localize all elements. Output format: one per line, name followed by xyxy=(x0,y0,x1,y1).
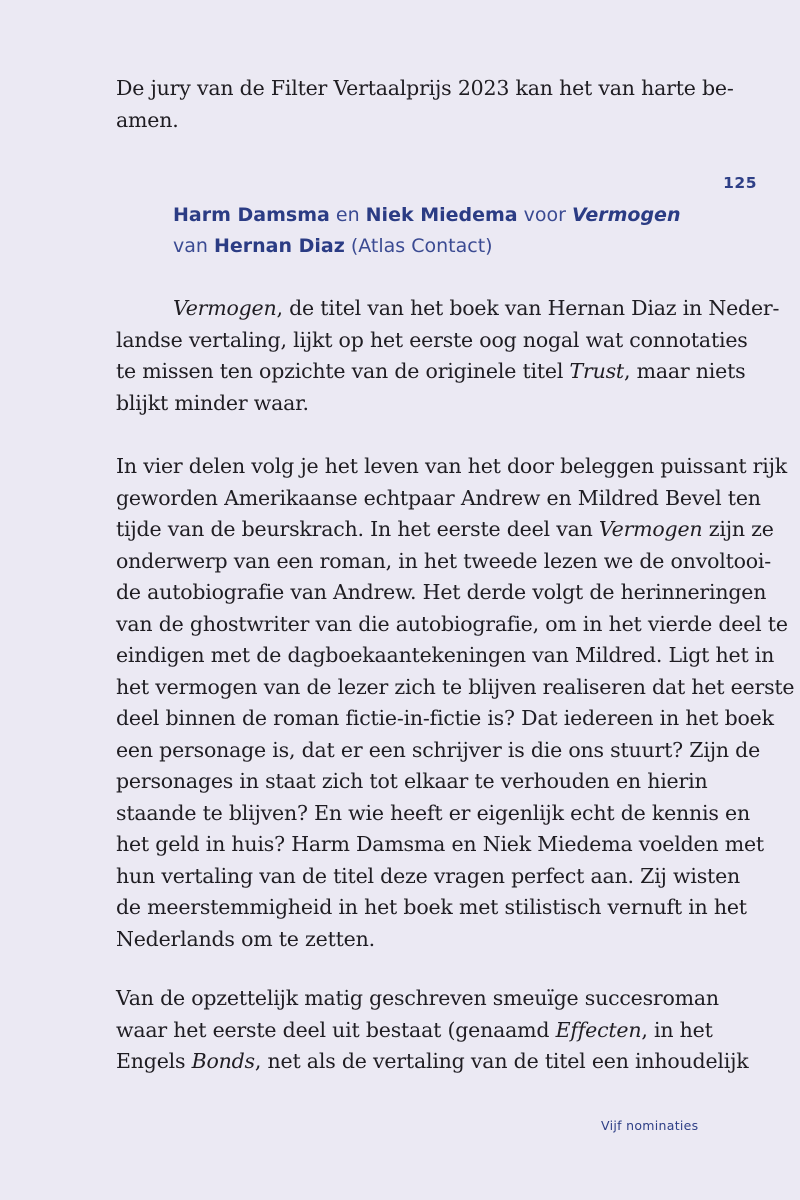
text-line: staande te blijven? En wie heeft er eigenlijk echt de kennis en xyxy=(116,800,750,825)
text-line: een personage is, dat er een schrijver is die ons stuurt? Zijn de xyxy=(116,737,761,762)
paragraph-1 xyxy=(116,293,780,419)
title-italic: Trust xyxy=(569,359,624,383)
book-title: Vermogen xyxy=(572,204,681,226)
title-italic: Vermogen xyxy=(173,296,277,320)
text-line xyxy=(116,1046,749,1078)
text-line: blijkt minder waar. xyxy=(116,390,309,415)
text-line: Nederlands om te zetten. xyxy=(116,926,375,951)
text-line: eindigen met de dagboekaantekeningen van Mildred. Ligt het in xyxy=(116,643,775,667)
text-span: , in het xyxy=(641,1017,713,1042)
preposition: voor xyxy=(523,204,566,226)
text-span: Engels xyxy=(116,1049,192,1073)
text-line xyxy=(116,293,780,325)
text-line: het vermogen van de lezer zich te blijven realiseren dat het eerste xyxy=(116,674,795,699)
text-line xyxy=(116,514,774,546)
text-line: In vier delen volg je het leven van het door beleggen puissant rijk xyxy=(116,454,788,478)
publisher: (Atlas Contact) xyxy=(350,235,493,257)
text-span: zijn ze xyxy=(702,517,774,541)
text-span: te missen ten opzichte van de originele titel xyxy=(116,359,570,383)
text-line xyxy=(116,1015,713,1047)
text-span: tijde van de beurskrach. In het eerste deel van xyxy=(116,517,599,541)
title-italic: Bonds xyxy=(191,1049,255,1073)
nomination-line-2 xyxy=(173,231,680,262)
text-line: deel binnen de roman fictie-in-fictie is? Dat iedereen in het boek xyxy=(116,706,774,730)
text-line xyxy=(116,356,746,388)
text-line: geworden Amerikaanse echtpaar Andrew en Mildred Bevel ten xyxy=(116,485,761,510)
text-span: waar het eerste deel uit bestaat (genaamd xyxy=(116,1017,556,1042)
intro-line: amen. xyxy=(116,107,179,132)
text-span: , net als de vertaling van de titel een inhoudelijk xyxy=(254,1049,749,1073)
text-span: , maar niets xyxy=(623,359,746,383)
nomination-line-1 xyxy=(173,200,680,231)
running-footer: Vijf nominaties xyxy=(601,1118,699,1133)
intro-line: De jury van de Filter Vertaalprijs 2023 kan het van harte be- xyxy=(116,76,734,100)
text-line: landse vertaling, lijkt op het eerste oog nogal wat connotaties xyxy=(116,327,748,352)
text-span: , de titel van het boek van Hernan Diaz in Neder- xyxy=(276,296,780,320)
preposition: van xyxy=(173,235,208,257)
nomination-heading xyxy=(173,200,680,262)
translator-name: Harm Damsma xyxy=(173,204,330,226)
page-number: 125 xyxy=(723,174,757,192)
text-line: van de ghostwriter van die autobiografie, om in het vierde deel te xyxy=(116,611,788,636)
title-italic: Vermogen xyxy=(598,517,703,541)
text-line: Van de opzettelijk matig geschreven smeuïge succesroman xyxy=(116,986,719,1010)
text-line: de autobiografie van Andrew. Het derde volgt de herinneringen xyxy=(116,580,767,604)
text-line: het geld in huis? Harm Damsma en Niek Miedema voelden met xyxy=(116,832,764,856)
translator-name: Niek Miedema xyxy=(365,204,518,226)
intro-paragraph xyxy=(116,73,734,136)
author-name: Hernan Diaz xyxy=(213,235,345,257)
text-line: personages in staat zich tot elkaar te verhouden en hierin xyxy=(116,769,708,793)
text-line: de meerstemmigheid in het boek met stilistisch vernuft in het xyxy=(116,895,747,919)
paragraph-2 xyxy=(116,451,795,955)
text-line: hun vertaling van de titel deze vragen perfect aan. Zij wisten xyxy=(116,863,741,888)
text-line: onderwerp van een roman, in het tweede lezen we de onvoltooi- xyxy=(116,548,771,573)
paragraph-3 xyxy=(116,983,749,1078)
title-italic: Effecten xyxy=(555,1017,642,1042)
conjunction: en xyxy=(335,204,360,226)
